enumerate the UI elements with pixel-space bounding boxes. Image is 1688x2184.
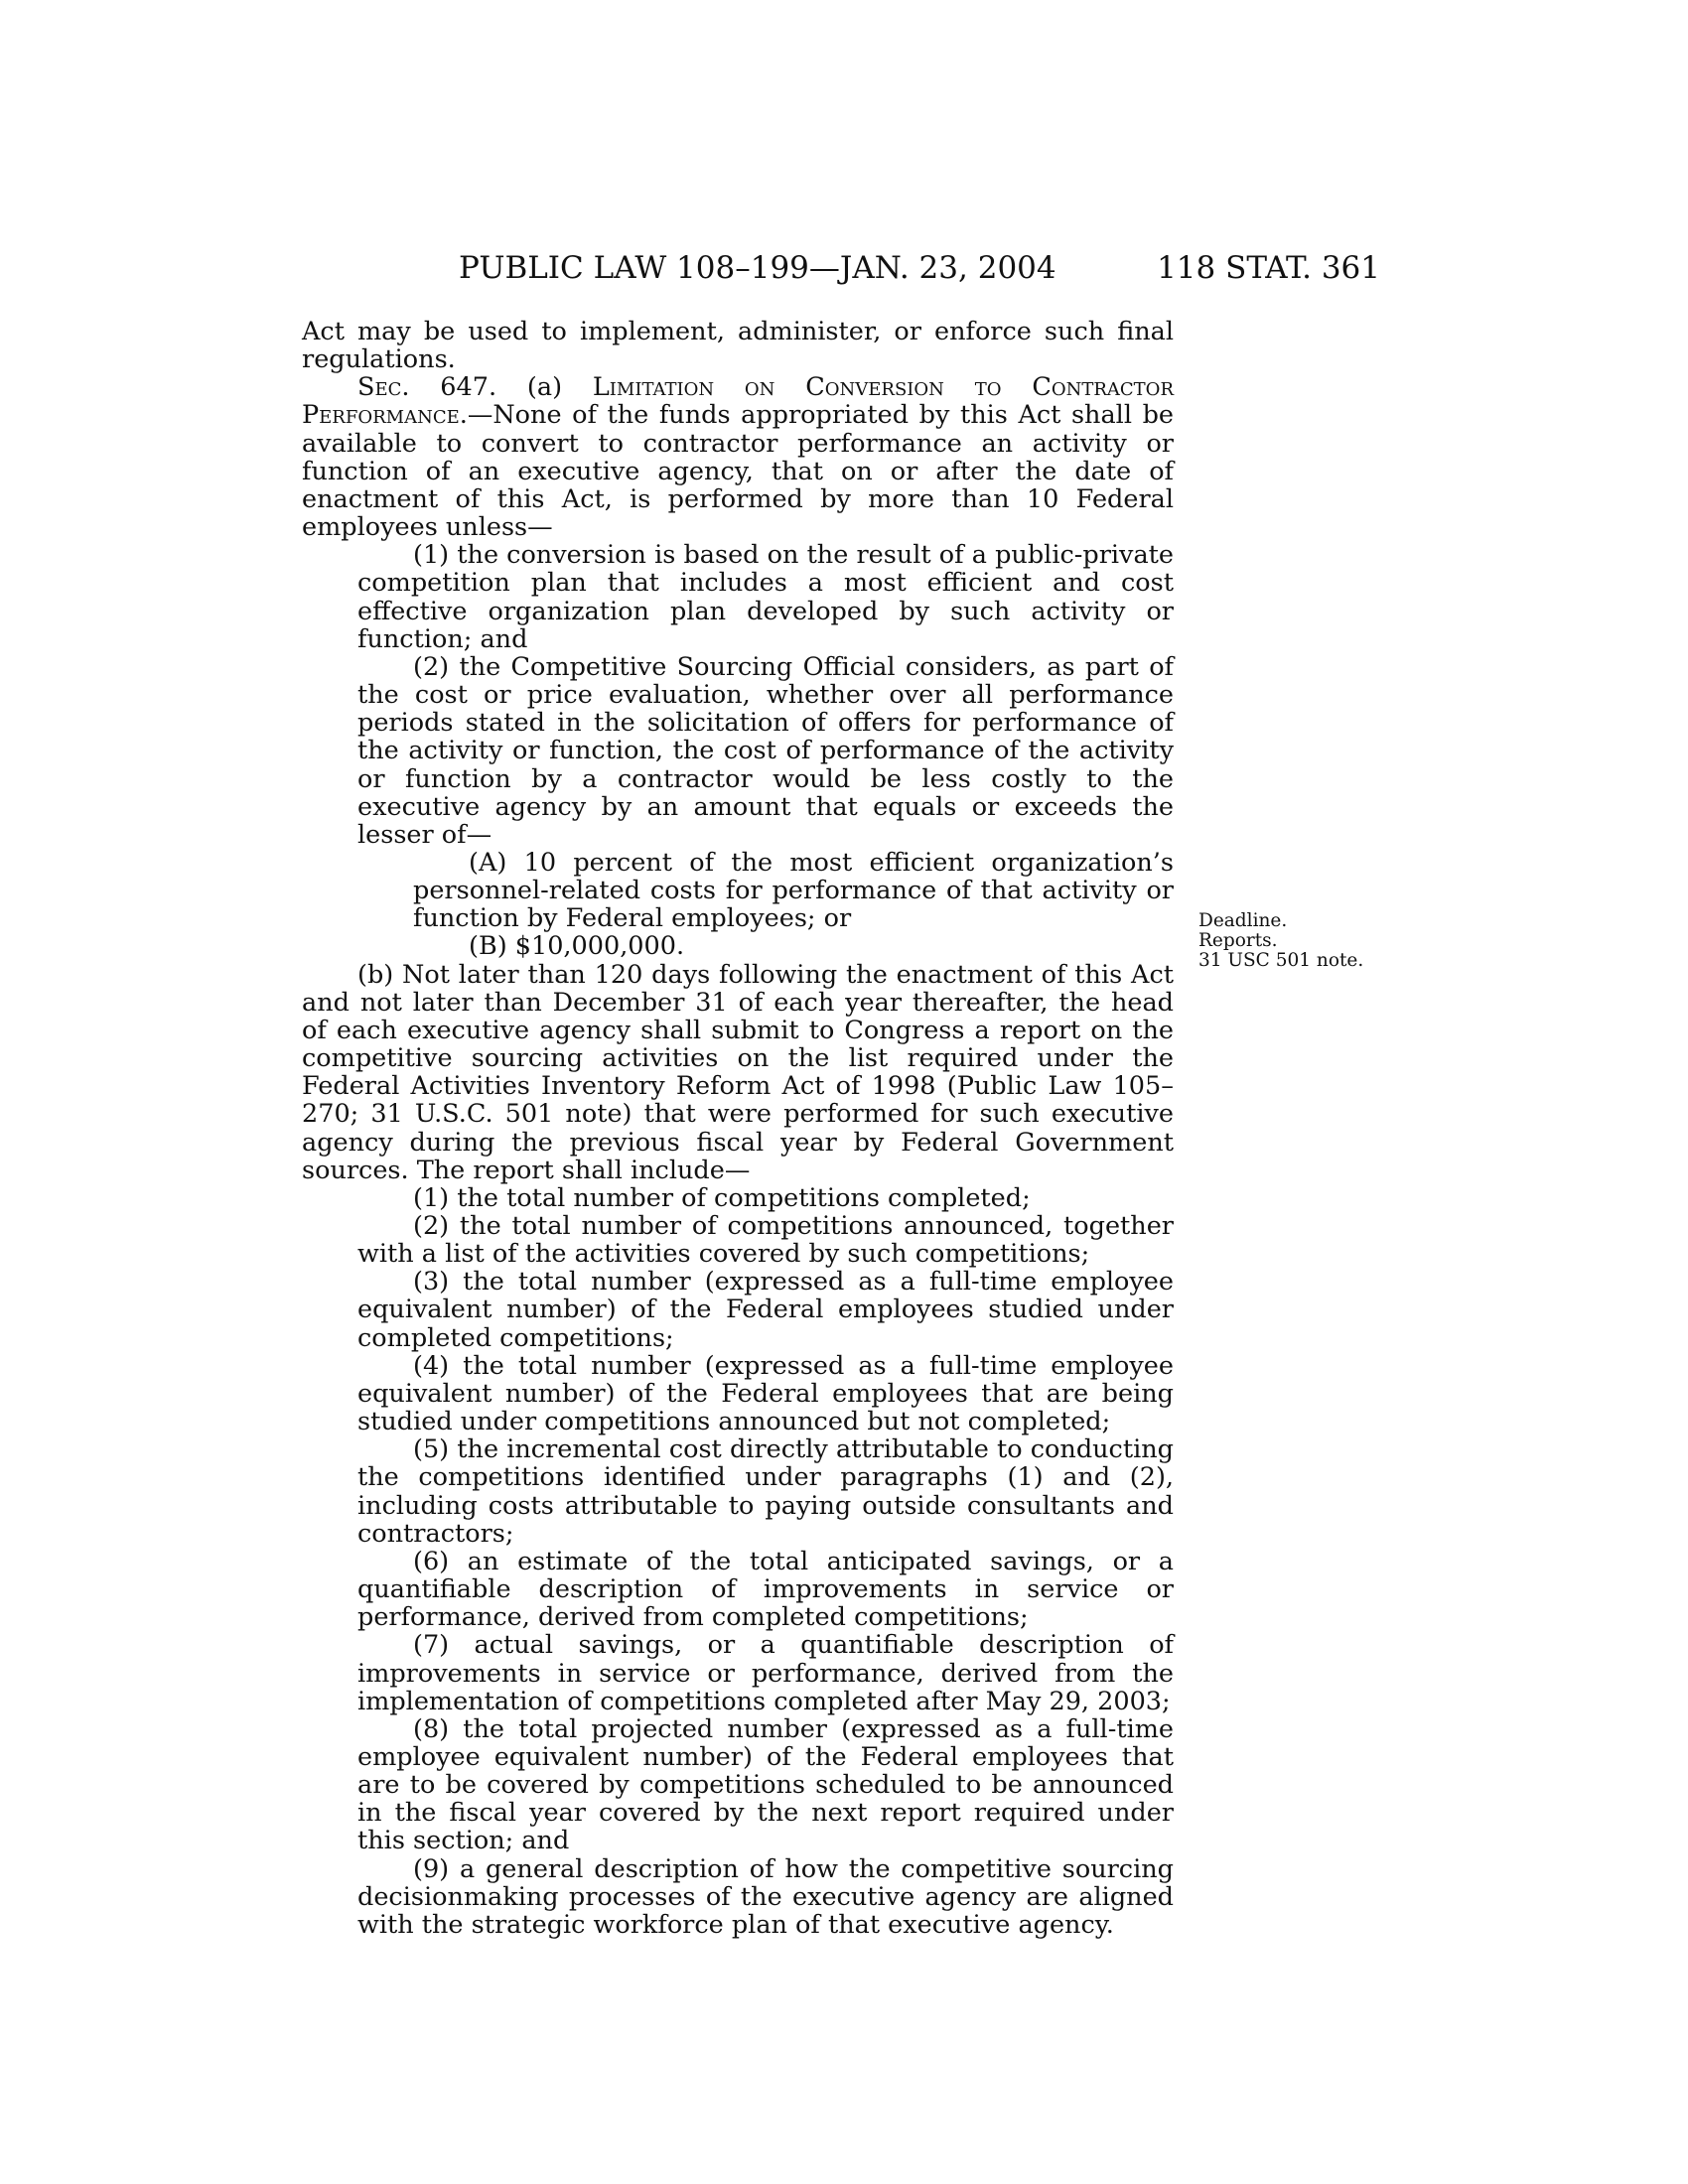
paragraph-b9: (9) a general description of how the competitive sourcing decisionmaking processes of the executive agency are aligned with the strategic workforce plan of that executive agency. [357, 1853, 1174, 1940]
section-label: Sec. 647. [357, 372, 497, 403]
subsection-b: (b) Not later than 120 days following the enactment of this Act and not later than December 31 of each year thereafter, the head of each executive agency shall submit to Congress a report on the competitive sourcing activities on the list required under the Federal Activities Inventory Reform Act of 1998 (Public Law 105–270; 31 U.S.C. 501 note) that were performed for such executive agency during the previous fiscal year by Federal Government sources. The report shall include— [302, 959, 1174, 1185]
margin-notes [1198, 911, 1387, 971]
section-heading: Limitation on Conversion to Contractor Performance. [302, 372, 1174, 431]
subparagraph-a2-B: (B) $10,000,000. [469, 931, 685, 962]
page-header [298, 248, 1380, 288]
margin-note-reports: Reports. [1198, 930, 1278, 951]
running-head-title: PUBLIC LAW 108–199—JAN. 23, 2004 [459, 250, 1056, 286]
section-text: —None of the funds appropriated by this Act shall be available to convert to contractor performance an activity or function of an executive agency, that on or after the date of enactment of this Act, is performed by more than 10 Federal employees unless— [302, 400, 1174, 543]
subparagraph-a2-A: (A) 10 percent of the most efficient organization’s personnel-related costs for performance of that activity or function by Federal employees; or [413, 847, 1174, 934]
subsection-a-label: (a) [526, 372, 563, 403]
margin-note-deadline: Deadline. [1198, 910, 1288, 931]
paragraph-b5: (5) the incremental cost directly attributable to conducting the competitions identified under paragraphs (1) and (2), including costs attributable to paying outside consultants and contractors; [357, 1434, 1174, 1549]
paragraph-b6: (6) an estimate of the total anticipated savings, or a quantifiable description of improvements in service or performance, derived from completed competitions; [357, 1546, 1174, 1633]
paragraph-b4: (4) the total number (expressed as a full-time employee equivalent number) of the Federal employees that are being studied under competitions announced but not completed; [357, 1350, 1174, 1437]
paragraph-a1: (1) the conversion is based on the result of a public-private competition plan that includes a most efficient and cost effective organization plan developed by such activity or function; and [357, 540, 1174, 654]
paragraph-b7: (7) actual savings, or a quantifiable description of improvements in service or performance, derived from the implementation of competitions completed after May 29, 2003; [357, 1630, 1174, 1716]
section-647-paragraph [302, 373, 1174, 541]
body-text [302, 318, 1174, 1939]
paragraph-intro: Act may be used to implement, administer, or enforce such final regulations. [302, 317, 1174, 375]
paragraph-b1: (1) the total number of competitions completed; [413, 1182, 1031, 1213]
paragraph-b8: (8) the total projected number (expressed as a full-time employee equivalent number) of the Federal employees that are to be covered by competitions scheduled to be announced in the fiscal year covered by the next report required under this section; and [357, 1713, 1174, 1856]
margin-note-usc-citation: 31 USC 501 note. [1198, 950, 1364, 971]
paragraph-b2: (2) the total number of competitions announced, together with a list of the activities covered by such competitions; [357, 1211, 1174, 1270]
paragraph-b3: (3) the total number (expressed as a full-time employee equivalent number) of the Federal employees studied under completed competitions; [357, 1267, 1174, 1353]
statute-page-number: 118 STAT. 361 [1157, 250, 1380, 286]
paragraph-a2: (2) the Competitive Sourcing Official considers, as part of the cost or price evaluation, whether over all performance periods stated in the solicitation of offers for performance of the activity or function, the cost of performance of the activity or function by a contractor would be less costly to the executive agency by an amount that equals or exceeds the lesser of— [357, 651, 1174, 850]
